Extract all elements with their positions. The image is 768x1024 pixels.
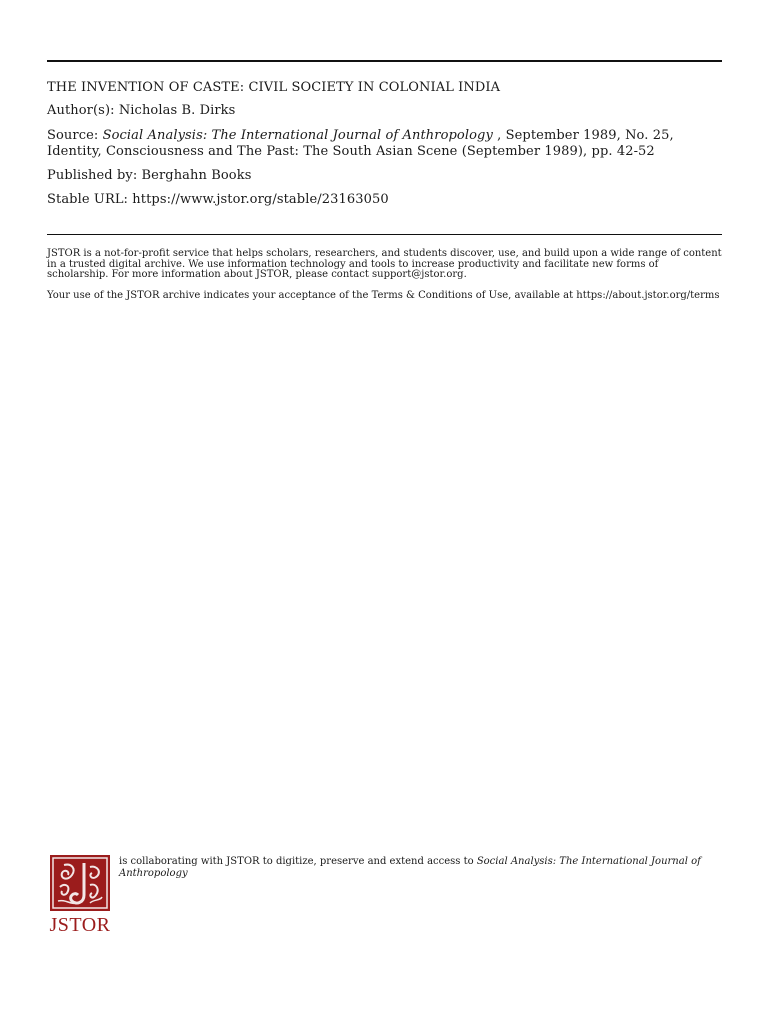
stable-url-label: Stable URL:: [47, 192, 133, 207]
jstor-logo-emblem: [50, 855, 110, 911]
author-line: [47, 103, 722, 119]
citation-block: [47, 80, 722, 217]
author-name: Nicholas B. Dirks: [118, 103, 236, 118]
author-label: Author(s):: [47, 103, 119, 118]
collaboration-statement: [119, 856, 719, 879]
collaboration-footer: [47, 855, 722, 940]
top-rule: [47, 60, 722, 62]
journal-name[interactable]: Social Analysis: The International Journal of Anthropology: [102, 128, 493, 143]
notice-paragraph-terms: Your use of the JSTOR archive indicates your acceptance of the Terms & Conditions of Use, available at https://about.jstor.org/terms: [47, 289, 720, 301]
source-line: [47, 128, 722, 160]
source-details: , September 1989, No. 25, Identity, Consciousness and The Past: The South Asian Scene (September 1989), pp. 42-52: [47, 128, 674, 159]
stable-url-line: [47, 192, 722, 208]
notice-paragraph-about: JSTOR is a not-for-profit service that helps scholars, researchers, and students discover, use, and build upon a wide range of content in a trusted digital archive. We use information technology and tools to increase productivity and facilitate new forms of scholarship. For more information about JSTOR, please contact support@jstor.org.: [47, 248, 722, 280]
jstor-notice: [47, 249, 722, 311]
article-title: THE INVENTION OF CASTE: CIVIL SOCIETY IN COLONIAL INDIA: [47, 80, 501, 95]
divider-rule: [47, 234, 722, 235]
jstor-logo[interactable]: [47, 855, 113, 939]
jstor-ornament-icon: [50, 855, 110, 911]
publisher-line: [47, 168, 722, 184]
publisher-name: Berghahn Books: [141, 168, 252, 183]
jstor-wordmark: JSTOR: [49, 914, 111, 936]
collaboration-text: is collaborating with JSTOR to digitize, preserve and extend access to: [119, 856, 477, 867]
publisher-label: Published by:: [47, 168, 142, 183]
collaboration-journal: Social Analysis: The International Journal of Anthropology: [119, 856, 701, 879]
stable-url-link[interactable]: https://www.jstor.org/stable/23163050: [132, 192, 389, 207]
source-label: Source:: [47, 128, 103, 143]
